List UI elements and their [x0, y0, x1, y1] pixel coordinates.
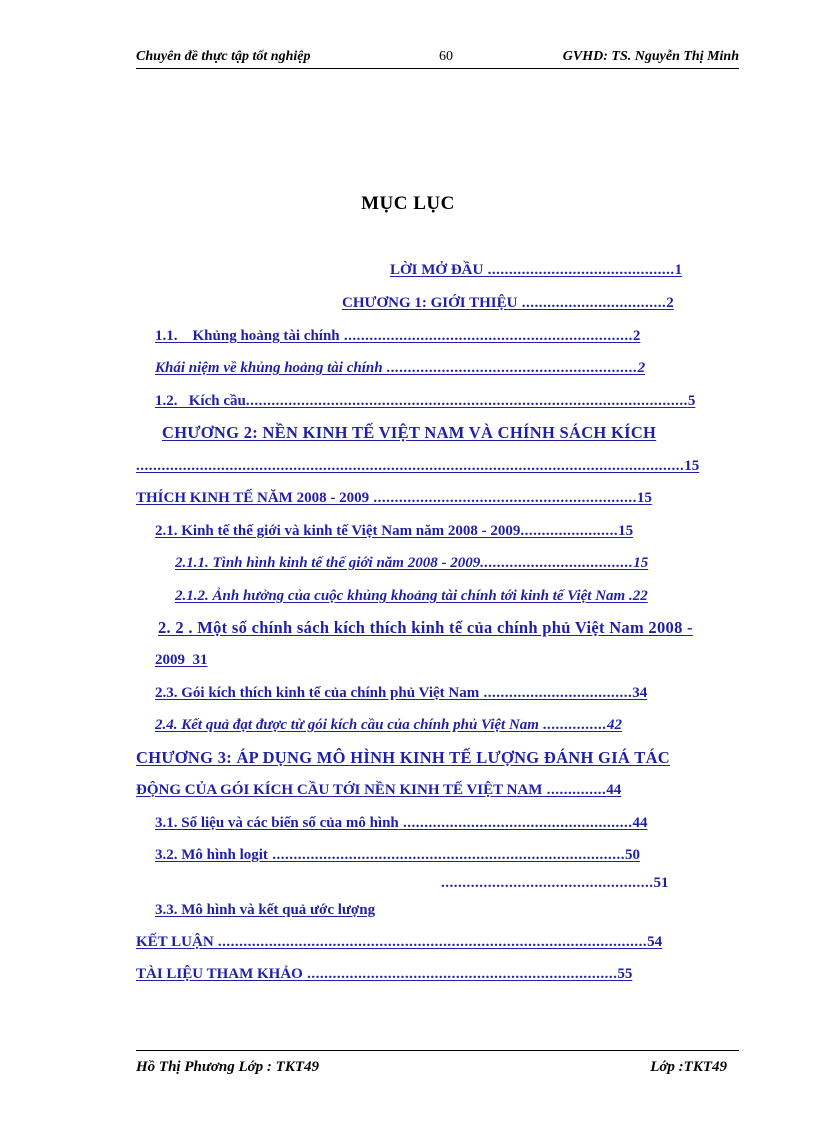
- header-document-title: Chuyên đề thực tập tốt nghiệp: [136, 49, 311, 64]
- toc-entry[interactable]: CHƯƠNG 3: ÁP DỤNG MÔ HÌNH KINH TẾ LƯỢNG ĐÁNH GIÁ TÁC: [136, 748, 670, 767]
- header-supervisor: GVHD: TS. Nguyễn Thị Minh: [562, 49, 739, 64]
- toc-entry[interactable]: ĐỘNG CỦA GÓI KÍCH CẦU TỚI NỀN KINH TẾ VIỆT NAM ..............44: [136, 782, 622, 798]
- toc-entry[interactable]: 1.2. Kích cầu........................................................................................................5: [155, 393, 696, 409]
- toc-entry[interactable]: 2009 31: [155, 652, 208, 668]
- toc-entry[interactable]: .................................................................................................................................15: [136, 458, 700, 474]
- footer-class: Lớp :TKT49: [650, 1059, 727, 1075]
- toc-entry[interactable]: 2. 2 . Một số chính sách kích thích kinh tế của chính phủ Việt Nam 2008 -: [158, 618, 693, 637]
- page-footer: [136, 1050, 739, 1079]
- toc-entry[interactable]: KẾT LUẬN .....................................................................................................54: [136, 934, 663, 950]
- toc-entry[interactable]: CHƯƠNG 1: GIỚI THIỆU ..................................2: [342, 295, 674, 311]
- toc-entry[interactable]: 2.4. Kết quả đạt được từ gói kích cầu của chính phủ Việt Nam ...............42: [155, 717, 622, 733]
- toc-entry[interactable]: 2.1.1. Tình hình kinh tế thế giới năm 2008 - 2009....................................15: [175, 555, 649, 571]
- toc-entry[interactable]: TÀI LIỆU THAM KHẢO .........................................................................55: [136, 966, 633, 982]
- toc-entry[interactable]: 3.2. Mô hình logit ...................................................................................50: [155, 847, 640, 863]
- footer-author: Hồ Thị Phương Lớp : TKT49: [136, 1059, 320, 1075]
- toc-title: MỤC LỤC: [361, 193, 455, 214]
- page-header: [136, 48, 739, 69]
- header-page-number: 60: [439, 49, 453, 64]
- toc-entry[interactable]: 2.1.2. Ảnh hưởng của cuộc khủng khoảng tài chính tới kinh tế Việt Nam .22: [175, 588, 648, 604]
- toc-entry[interactable]: LỜI MỞ ĐẦU ............................................1: [390, 262, 683, 278]
- toc-entry[interactable]: ..................................................51: [441, 875, 669, 891]
- toc-entry[interactable]: 2.1. Kinh tế thế giới và kinh tế Việt Nam năm 2008 - 2009.......................15: [155, 523, 634, 539]
- toc-entry[interactable]: 1.1. Khủng hoảng tài chính ....................................................................2: [155, 328, 641, 344]
- toc-entry[interactable]: 2.3. Gói kích thích kinh tế của chính phủ Việt Nam ...................................34: [155, 685, 648, 701]
- toc-entry[interactable]: 3.1. Số liệu và các biến số của mô hình ......................................................44: [155, 815, 648, 831]
- toc-entry[interactable]: THÍCH KINH TẾ NĂM 2008 - 2009 ..............................................................15: [136, 490, 652, 506]
- toc-entry[interactable]: 3.3. Mô hình và kết quả ước lượng: [155, 902, 376, 918]
- toc-entry[interactable]: CHƯƠNG 2: NỀN KINH TẾ VIỆT NAM VÀ CHÍNH SÁCH KÍCH: [162, 423, 657, 442]
- toc-entry[interactable]: Khái niệm về khủng hoảng tài chính ...........................................................2: [155, 360, 646, 376]
